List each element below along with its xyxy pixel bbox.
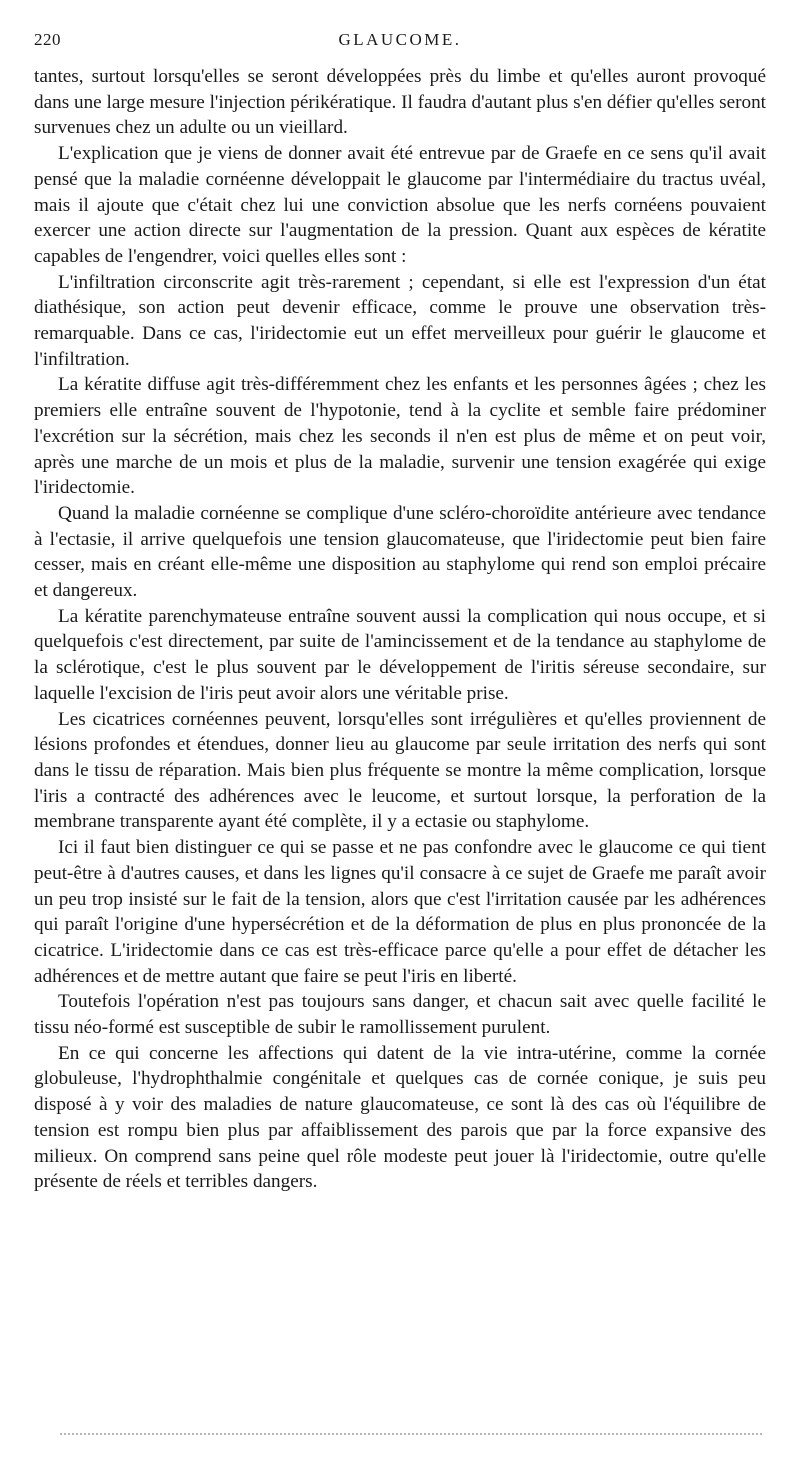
paragraph: La kératite parenchymateuse entraîne souvent aussi la complication qui nous occupe, et si quelquefois c'est directement, par suite de l'amincissement et de la tendance au staphylome de la sclérotique, c'est le plus souvent par le développement de l'iritis séreuse secondaire, sur laquelle l'excision de l'iris peut avoir alors une véritable prise. bbox=[34, 605, 766, 704]
book-page bbox=[34, 30, 766, 1195]
paragraph: Les cicatrices cornéennes peuvent, lorsqu'elles sont irrégulières et qu'elles proviennent de lésions profondes et étendues, donner lieu au glaucome par seule irritation des nerfs qui sont dans le tissu de réparation. Mais bien plus fréquente se montre la même complication, lorsque l'iris a contracté des adhérences avec le leucome, et surtout lorsque, la perforation de la membrane transparente ayant été complète, il y a ectasie ou staphylome. bbox=[34, 708, 766, 833]
paragraph: L'infiltration circonscrite agit très-rarement ; cependant, si elle est l'expression d'un état diathésique, son action peut devenir efficace, comme le prouve une observation très-remarquable. Dans ce cas, l'iridectomie eut un effet merveilleux pour guérir le glaucome et l'infiltration. bbox=[34, 271, 766, 370]
running-title: GLAUCOME. bbox=[338, 30, 462, 49]
paragraph: Toutefois l'opération n'est pas toujours sans danger, et chacun sait avec quelle facilité le tissu néo-formé est susceptible de subir le ramollissement purulent. bbox=[34, 991, 766, 1039]
paragraph: Quand la maladie cornéenne se complique d'une scléro-choroïdite antérieure avec tendance à l'ectasie, il arrive quelquefois une tension glaucomateuse, que l'iridectomie peut bien faire cesser, mais en créant elle-même une disposition au staphylome qui rend son emploi précaire et dangereux. bbox=[34, 502, 766, 602]
paragraph: La kératite diffuse agit très-différemment chez les enfants et les personnes âgées ; chez les premiers elle entraîne souvent de l'hypotonie, tend à la cyclite et semble faire prédominer l'excrétion sur la sécrétion, mais chez les seconds il n'en est plus de même et on peut voir, après une marche de un mois et plus de la maladie, survenir une tension exagérée qui exige l'iridectomie. bbox=[34, 374, 766, 499]
body-text bbox=[34, 64, 766, 1195]
paragraph: En ce qui concerne les affections qui datent de la vie intra-utérine, comme la cornée globuleuse, l'hydrophthalmie congénitale et quelques cas de cornée conique, je suis peu disposé à y voir des maladies de nature glaucomateuse, ce sont là des cas où l'équilibre de tension est rompu bien plus par affaiblissement des parois que par la force expansive des milieux. On comprend sans peine quel rôle modeste peut jouer là l'iridectomie, outre qu'elle présente de réels et terribles dangers. bbox=[34, 1042, 766, 1193]
paragraph: Ici il faut bien distinguer ce qui se passe et ne pas confondre avec le glaucome ce qui tient peut-être à d'autres causes, et dans les lignes qu'il consacre à ce sujet de Graefe me paraît avoir un peu trop insisté sur le fait de la tension, alors que c'est l'irritation causée par les adhérences qui paraît l'origine d'une hypersécrétion et de la déformation de plus en plus prononcée de la cicatrice. L'iridectomie dans ce cas est très-efficace parce qu'elle a pour effet de détacher les adhérences et de mettre autant que faire se peut l'iris en liberté. bbox=[34, 837, 766, 987]
bottom-rule bbox=[60, 1433, 762, 1435]
running-header bbox=[34, 30, 766, 64]
paragraph: L'explication que je viens de donner avait été entrevue par de Graefe en ce sens qu'il avait pensé que la maladie cornéenne développait le glaucome par l'intermédiaire du tractus uvéal, mais il ajoute que c'était chez lui une conviction absolue que les nerfs cornéens pouvaient exercer une action directe sur l'augmentation de la pression. Quant aux espèces de kératite capables de l'engendrer, voici quelles elles sont : bbox=[34, 143, 766, 267]
page-number: 220 bbox=[34, 30, 61, 49]
paragraph-continued: tantes, surtout lorsqu'elles se seront développées près du limbe et qu'elles auront provoqué dans une large mesure l'injection périkératique. Il faudra d'autant plus s'en défier qu'elles seront survenues chez un adulte ou un vieillard. bbox=[34, 66, 766, 139]
